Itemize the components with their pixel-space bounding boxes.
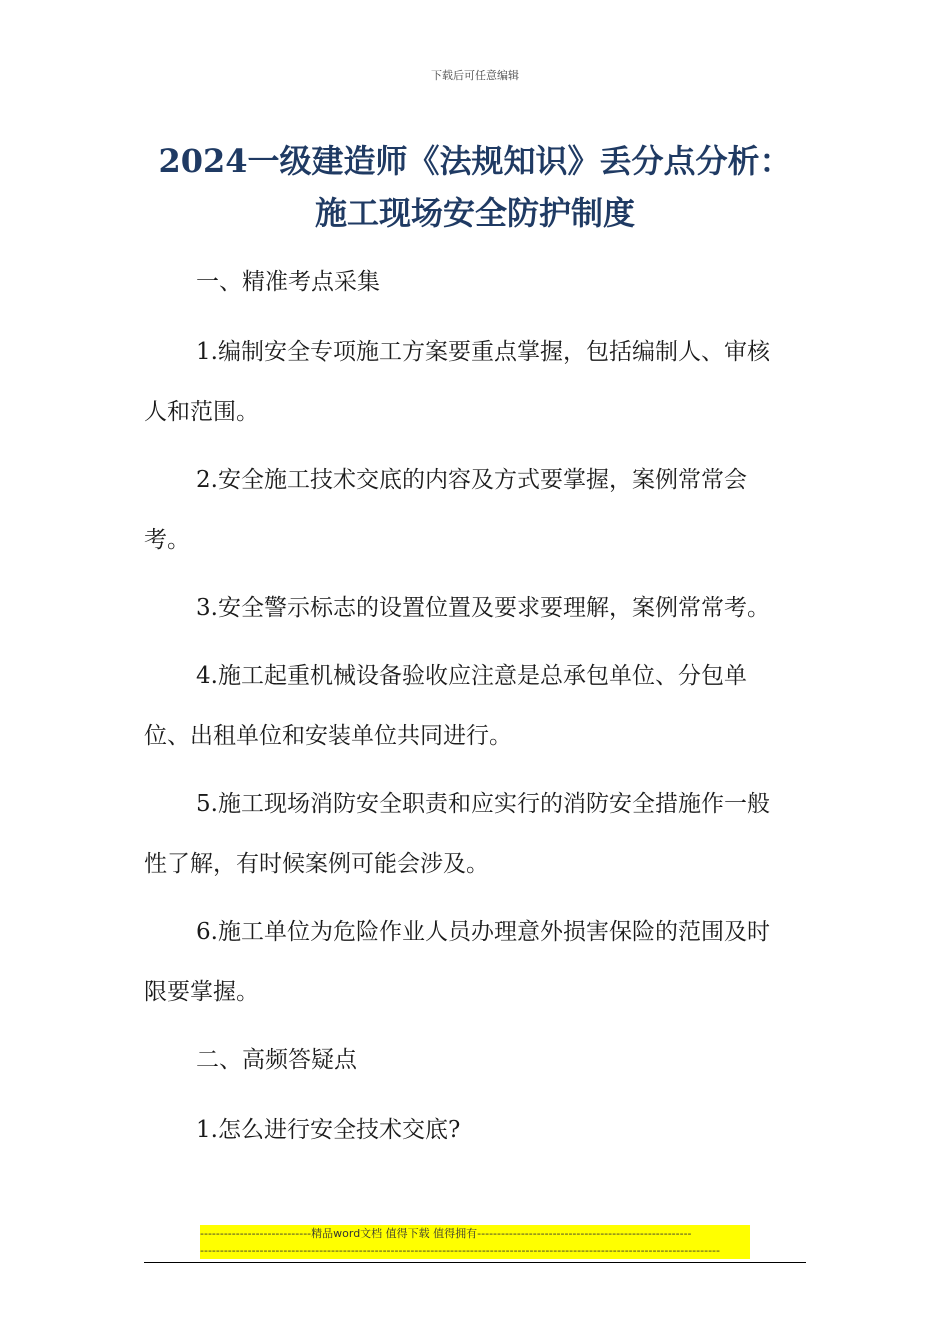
- document-title-line-2: 施工现场安全防护制度: [314, 194, 635, 232]
- section-heading-1: 一、精准考点采集: [196, 269, 380, 295]
- footer-banner: [200, 1225, 750, 1259]
- question-item-1: 1.怎么进行安全技术交底?: [196, 1117, 461, 1143]
- list-item-6: 6.施工单位为危险作业人员办理意外损害保险的范围及时限要掌握。: [144, 919, 770, 1005]
- document-title-line-1: 2024一级建造师《法规知识》丢分点分析：: [158, 142, 792, 180]
- footer-divider: [144, 1262, 806, 1263]
- document-title: [60, 135, 890, 239]
- page-header-note: 下载后可任意编辑: [431, 69, 519, 82]
- list-item-5: 5.施工现场消防安全职责和应实行的消防安全措施作一般性了解，有时候案例可能会涉及。: [144, 791, 770, 877]
- list-item-4: 4.施工起重机械设备验收应注意是总承包单位、分包单位、出租单位和安装单位共同进行。: [144, 663, 747, 749]
- list-item-3: 3.安全警示标志的设置位置及要求要理解，案例常常考。: [196, 595, 770, 621]
- list-item-1: 1.编制安全专项施工方案要重点掌握，包括编制人、审核人和范围。: [144, 339, 770, 425]
- footer-banner-line-2: -----------------------------------------------------------------------------------------------------------------------------------: [200, 1244, 720, 1257]
- footer-banner-line-1: ----------------------------精品word文档 值得下载 值得拥有------------------------------------------------------: [200, 1227, 692, 1240]
- section-heading-2: 二、高频答疑点: [196, 1047, 357, 1073]
- document-body: [144, 252, 784, 1168]
- list-item-2: 2.安全施工技术交底的内容及方式要掌握，案例常常会考。: [144, 467, 747, 553]
